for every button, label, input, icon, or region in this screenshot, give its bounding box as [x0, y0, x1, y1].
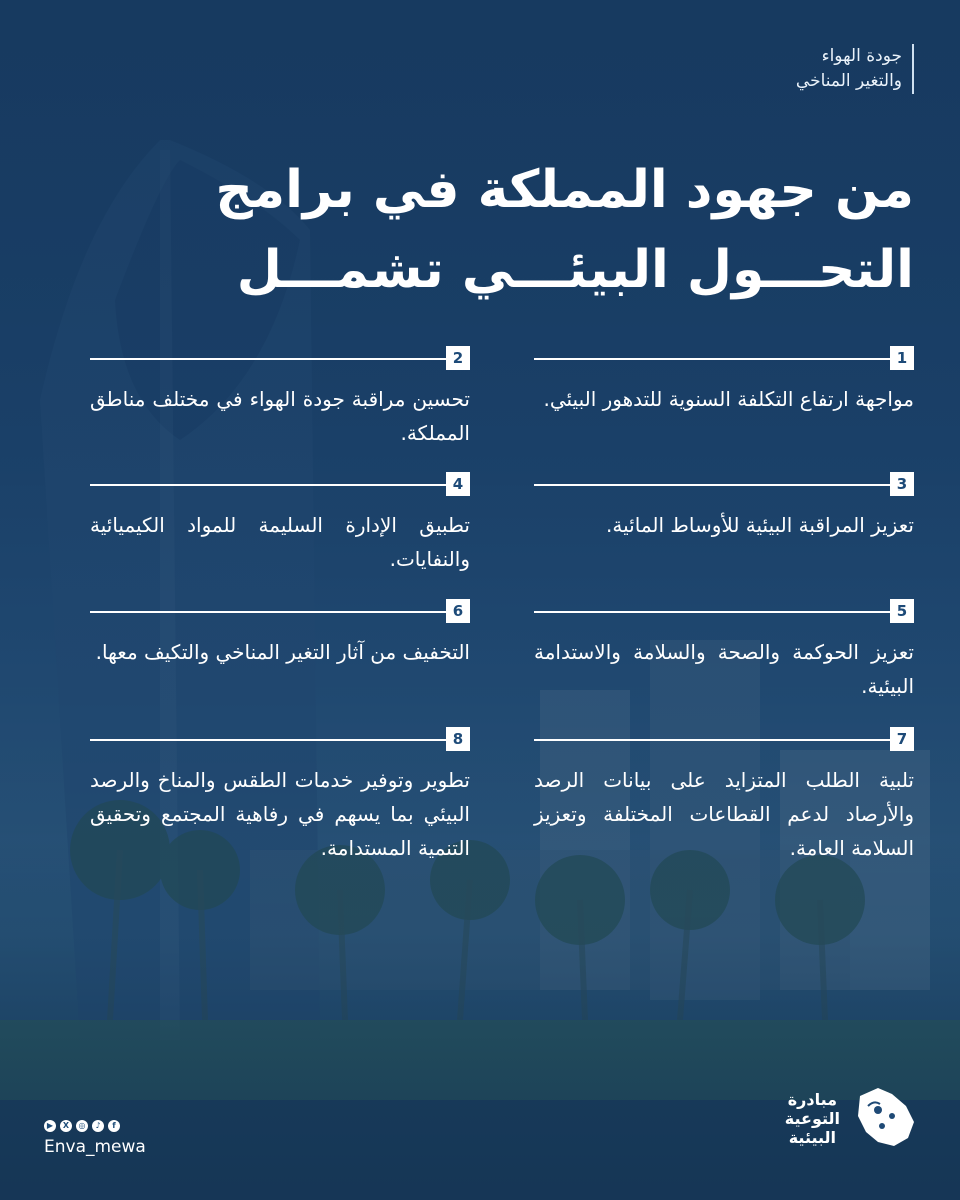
- account-handle[interactable]: Enva_mewa: [44, 1137, 146, 1157]
- social-icons: [44, 1120, 120, 1132]
- saudi-map-logo-icon: [848, 1082, 920, 1154]
- item-divider: [534, 739, 914, 741]
- topic-label: [796, 44, 914, 94]
- item-number: 2: [446, 346, 470, 370]
- item-text: تعزيز المراقبة البيئية للأوساط المائية.: [606, 513, 914, 537]
- item-number: 3: [890, 472, 914, 496]
- item-text: مواجهة ارتفاع التكلفة السنوية للتدهور البيئي.: [543, 387, 914, 411]
- item-number: 5: [890, 599, 914, 623]
- list-item-5: [534, 599, 914, 703]
- item-text: تعزيز الحوكمة والصحة والسلامة والاستدامة البيئية.: [534, 640, 914, 698]
- youtube-icon[interactable]: ▶: [44, 1120, 56, 1132]
- initiative-logo: [785, 1082, 920, 1154]
- item-number: 6: [446, 599, 470, 623]
- list-item-6: [90, 599, 470, 669]
- item-number: 8: [446, 727, 470, 751]
- item-divider: [90, 739, 470, 741]
- topic-line-1: جودة الهواء: [821, 46, 902, 66]
- list-item-1: [534, 346, 914, 416]
- list-item-7: [534, 727, 914, 865]
- list-item-4: [90, 472, 470, 576]
- item-divider: [90, 358, 470, 360]
- item-divider: [534, 358, 914, 360]
- item-text: تلبية الطلب المتزايد على بيانات الرصد والأرصاد لدعم القطاعات المختلفة وتعزيز السلامة العامة.: [534, 768, 914, 860]
- tiktok-icon[interactable]: ♪: [92, 1120, 104, 1132]
- item-divider: [90, 484, 470, 486]
- item-text: تحسين مراقبة جودة الهواء في مختلف مناطق المملكة.: [90, 387, 470, 445]
- topic-line-2: والتغير المناخي: [795, 71, 902, 91]
- item-text: تطوير وتوفير خدمات الطقس والمناخ والرصد البيئي بما يسهم في رفاهية المجتمع وتحقيق التنمية المستدامة.: [90, 768, 470, 860]
- page-title: [214, 150, 914, 310]
- item-number: 7: [890, 727, 914, 751]
- item-divider: [534, 484, 914, 486]
- list-item-2: [90, 346, 470, 450]
- item-number: 4: [446, 472, 470, 496]
- logo-line-3: البيئية: [788, 1127, 837, 1147]
- title-line-2: التحـــول البيئـــي تشمـــل: [236, 240, 914, 300]
- logo-line-1: مبادرة: [787, 1089, 838, 1109]
- item-divider: [534, 611, 914, 613]
- item-divider: [90, 611, 470, 613]
- title-line-1: من جهود المملكة في برامج: [215, 160, 914, 220]
- facebook-icon[interactable]: f: [108, 1120, 120, 1132]
- logo-line-2: التوعية: [784, 1108, 840, 1128]
- x-icon[interactable]: X: [60, 1120, 72, 1132]
- item-number: 1: [890, 346, 914, 370]
- list-item-8: [90, 727, 470, 865]
- list-item-3: [534, 472, 914, 542]
- item-text: تطبيق الإدارة السليمة للمواد الكيميائية والنفايات.: [90, 513, 470, 571]
- topic-divider: [912, 44, 914, 94]
- item-text: التخفيف من آثار التغير المناخي والتكيف معها.: [95, 640, 470, 664]
- instagram-icon[interactable]: ◎: [76, 1120, 88, 1132]
